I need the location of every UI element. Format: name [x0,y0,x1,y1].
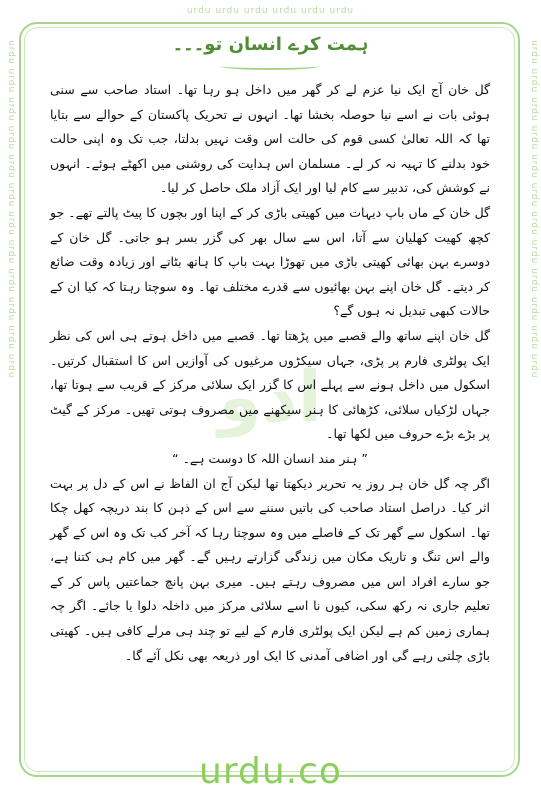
paragraph: اگر چہ گل خان ہر روز یہ تحریر دیکھتا تھا لیکن آج ان الفاظ نے اس کے دل پر بہت اثر کیا۔ دراصل استاد صاحب کی باتیں سننے سے اس کے ذہن کا بند دریچہ کھل چکا تھا۔ اسکول سے گھر تک کے فاصلے میں وہ سوچتا رہا کہ آخر کب تک وہ اس کے گھر والے اس تنگ و تاریک مکان میں زندگی گزارتے رہیں گے۔ گھر میں کام ہی کتنا ہے، جو سارے افراد اس میں مصروف رہتے ہیں۔ میری بہن پانچ جماعتیں پاس کر کے تعلیم جاری نہ رکھ سکی، کیوں نا اسے سلائی مرکز میں داخلہ دلوا یا جائے۔ اگر چہ ہماری زمین کم ہے لیکن ایک پولٹری فارم کے لیے تو چند ہی مرلے کافی ہیں۔ کھیتی باڑی چلتی رہے گی اور اضافی آمدنی کا ایک اور ذریعہ بھی نکل آئے گا۔ [50,475,490,663]
watermark-top: urdu urdu urdu urdu urdu urdu [186,6,355,16]
article-body [50,78,490,668]
quote: ” ہنر مند انسان اللہ کا دوست ہے۔ “ [172,450,368,466]
title-flourish [220,62,320,70]
footer-brand[interactable]: urdu.co [199,751,342,792]
paragraph: گل خان آج ایک نیا عزم لے کر گھر میں داخل ہو رہا تھا۔ استاد صاحب سے سنی ہوئی بات نے اسے نیا حوصلہ بخشا تھا۔ انہوں نے تحریک پاکستان کے حوالے سے بتایا تھا کہ اللہ تعالیٰ کسی قوم کی حالت اس وقت نہیں بدلتا، جب تک وہ اپنی حالت خود بدلنے کا تہیہ نہ کر لے۔ مسلمان اس ہدایت کی روشنی میں اکھٹے ہوئے۔ انہوں نے کوشش کی، تدبیر سے کام لیا اور ایک آزاد ملک حاصل کر لیا۔ [50,82,490,196]
article-title: ہمت کرے انسان تو۔۔۔ [172,34,369,55]
paragraph: گل خان اپنے ساتھ والے قصبے میں پڑھتا تھا۔ قصبے میں داخل ہوتے ہی اس کی نظر ایک پولٹری فارم پر پڑی، جہاں سیکڑوں مرغیوں کی آوازیں اس کا استقبال کرتیں۔ اسکول میں داخل ہونے سے پہلے اس کا گزر ایک سلائی مرکز کے قریب سے ہوتا تھا، جہاں لڑکیاں سلائی، کڑھائی کا ہنر سیکھنے میں مصروف ہوتی تھیں۔ مرکز کے گیٹ پر بڑے بڑے حروف میں لکھا تھا۔ [50,327,490,442]
paragraph: گل خان کے ماں باپ دیہات میں کھیتی باڑی کر کے اپنا اور بچوں کا پیٹ پالتے تھے۔ جو کچھ کھیت کھلیان سے آتا، اس سے سال بھر کی گزر بسر ہو جاتی۔ گل خان کے دوسرے بہن بھائی کھیتی باڑی میں تھوڑا بہت باپ کا ہاتھ بٹاتے اور زیادہ وقت ضائع کر دیتے۔ گل خان اپنے بہن بھائیوں سے قدرے مختلف تھا۔ وہ سوچتا رہتا کہ کیا ان کے حالات کبھی تبدیل نہ ہوں گے؟ [50,204,490,319]
watermark-right: urdu urdu urdu urdu urdu urdu urdu urdu urdu urdu urdu urdu [529,40,539,379]
watermark-left: urdu urdu urdu urdu urdu urdu urdu urdu urdu urdu urdu urdu [6,40,16,379]
center-watermark: ادو [218,356,322,438]
